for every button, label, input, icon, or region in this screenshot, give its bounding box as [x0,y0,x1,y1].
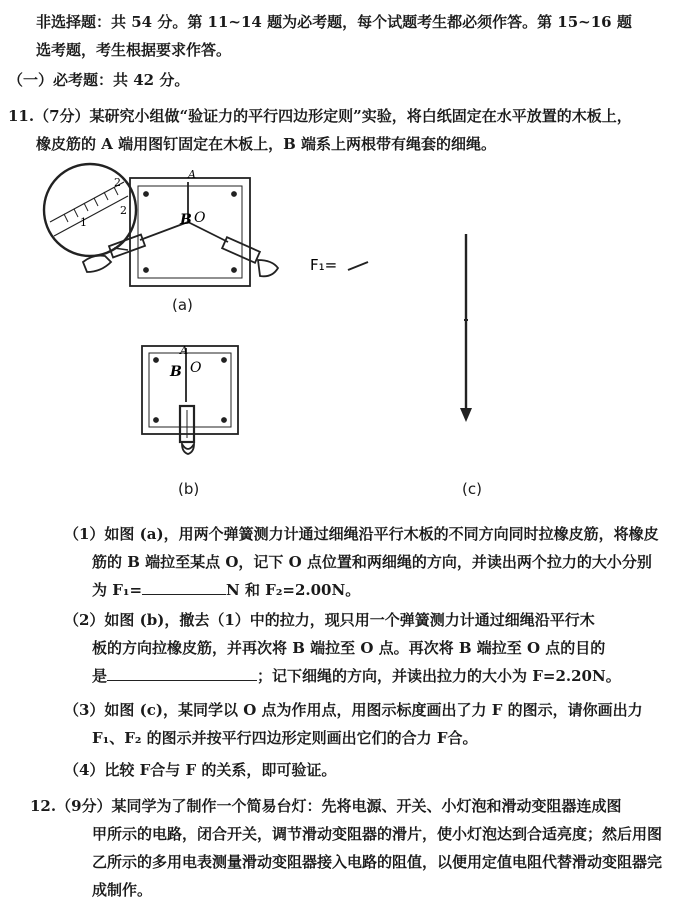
section-intro-line-2: 选考题，考生根据要求作答。 [36,41,232,59]
scale-segment [348,262,368,270]
q11-part1-line-1: （1）如图 (a)，用两个弹簧测力计通过细绳沿平行木板的不同方向同时拉橡皮筋，将橡皮 [64,525,659,543]
fig-b-label-o: O [190,360,202,376]
q11-part3-line-1: （3）如图 (c)，某同学以 O 点为作用点，用图示标度画出了力 F 的图示，请你画出力 [64,701,643,719]
q11-part1-line-2: 筋的 B 端拉至某点 O，记下 O 点位置和两细绳的方向，并读出两个拉力的大小分别 [92,553,652,571]
q11-stem-line-2: 橡皮筋的 A 端用图钉固定在木板上，B 端系上两根带有绳套的细绳。 [36,135,496,153]
q11-part1-prefix: 为 F₁= [92,581,143,599]
ruler-number-3: 2 [120,204,127,217]
fig-a-label-o: O [194,210,206,226]
section-intro-line-1: 非选择题：共 54 分。第 11~14 题为必考题，每个试题考生都必须作答。第 15~16 题 [36,13,632,31]
fig-a-label-b: B [180,212,192,228]
q11-part2-suffix: ；记下细绳的方向，并读出拉力的大小为 F=2.20N。 [257,667,621,685]
ruler-number-1: 1 [80,216,87,229]
answer-blank-purpose[interactable] [107,680,257,681]
figure-a [28,162,298,312]
fig-b-label-a: A [180,344,188,357]
q11-part2-prefix: 是 [92,667,108,685]
fig-a-label-a: A [188,168,196,181]
q12-stem-line-2: 甲所示的电路，闭合开关，调节滑动变阻器的滑片，使小灯泡达到合适亮度；然后用图 [92,825,663,843]
q11-stem-line-1: 11.（7分）某研究小组做“验证力的平行四边形定则”实验，将白纸固定在水平放置的木板上， [8,107,632,125]
q11-part1-suffix: N 和 F₂=2.00N。 [226,581,361,599]
figure-c [300,230,500,430]
q12-stem-line-3: 乙所示的多用电表测量滑动变阻器接入电路的阻值，以便用定值电阻代替滑动变阻器完 [92,853,663,871]
q12-stem-line-4: 成制作。 [92,881,153,899]
section-title: （一）必考题：共 42 分。 [8,71,190,89]
q11-part1-line-3 [92,580,360,600]
ruler-number-2: 2 [114,176,121,189]
q11-part2-line-3 [92,666,621,686]
q11-part3-line-2: F₁、F₂ 的图示并按平行四边形定则画出它们的合力 F合。 [92,729,478,747]
q11-part2-line-1: （2）如图 (b)，撤去（1）中的拉力，现只用一个弹簧测力计通过细绳沿平行木 [64,611,595,629]
scale-label-f1: F₁= [310,256,338,274]
q12-stem-line-1: 12.（9分）某同学为了制作一个简易台灯：先将电源、开关、小灯泡和滑动变阻器连成图 [30,797,622,815]
fig-b-label-b: B [170,364,182,380]
figure-b [136,340,246,465]
fig-b-caption: (b) [178,480,200,498]
q11-part2-line-2: 板的方向拉橡皮筋，并再次将 B 端拉至 O 点。再次将 B 端拉至 O 点的目的 [92,639,606,657]
answer-blank-f1[interactable] [142,594,226,595]
fig-c-caption: (c) [462,480,482,498]
force-f-arrowhead [460,408,472,422]
fig-a-caption: (a) [172,296,193,314]
q11-part4-line-1: （4）比较 F合与 F 的关系，即可验证。 [64,761,337,779]
